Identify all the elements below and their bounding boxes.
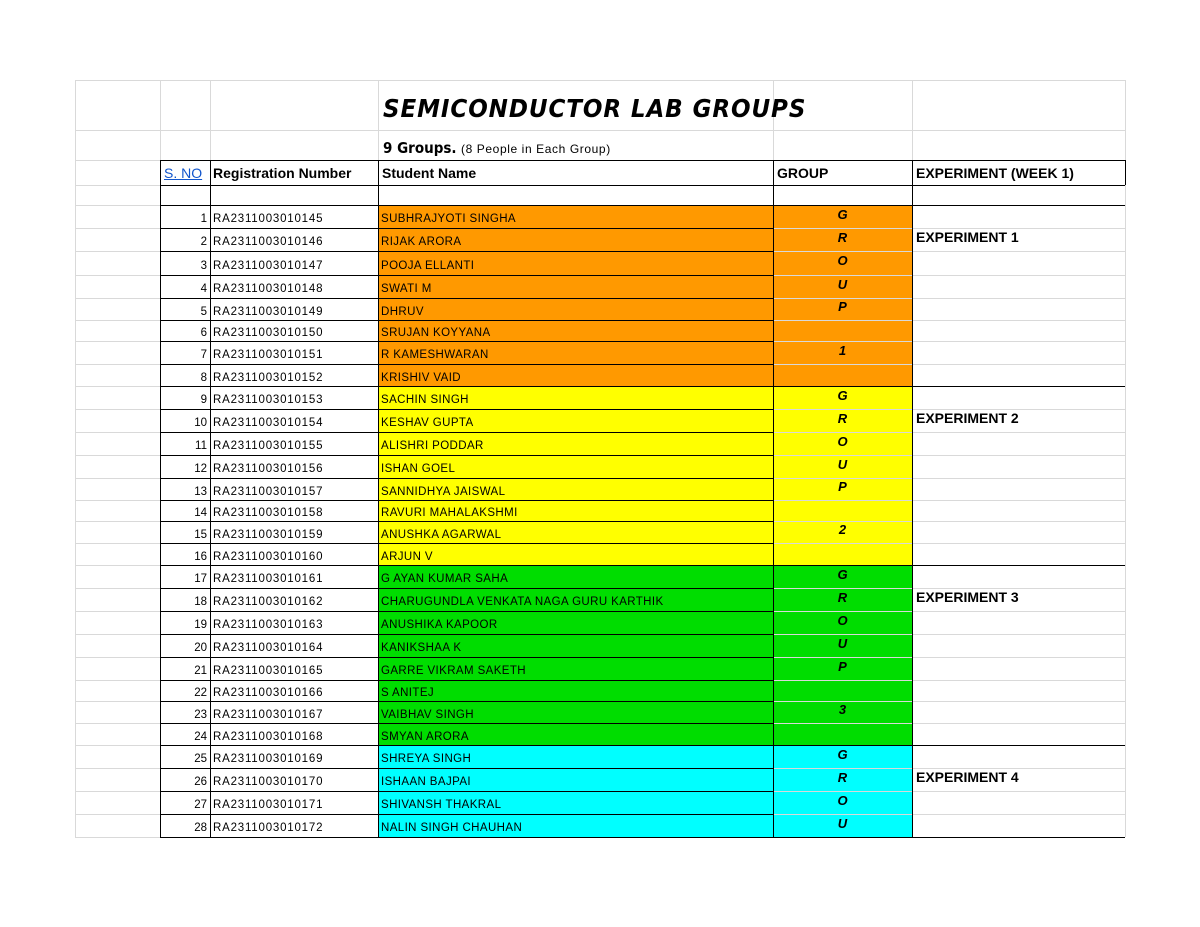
student-name: ANUSHKA AGARWAL: [381, 529, 502, 541]
row-border: [160, 657, 773, 658]
registration-number: RA2311003010155: [213, 440, 324, 452]
student-name: S ANITEJ: [381, 687, 435, 699]
group-letter: 3: [838, 702, 847, 717]
student-name: SRUJAN KOYYANA: [381, 327, 491, 339]
column-border: [912, 160, 913, 837]
registration-number: RA2311003010146: [213, 236, 324, 248]
column-border-right: [1125, 160, 1126, 185]
header-student-name: Student Name: [382, 165, 477, 181]
serial-number: 22: [194, 687, 207, 699]
registration-number: RA2311003010167: [213, 709, 324, 721]
student-name: SWATI M: [381, 283, 432, 295]
registration-number: RA2311003010168: [213, 731, 324, 743]
row-border: [160, 521, 773, 522]
serial-number: 28: [194, 822, 207, 834]
registration-number: RA2311003010150: [213, 327, 324, 339]
serial-number: 23: [194, 709, 207, 721]
group-cell-fill: [773, 321, 912, 341]
student-name: SACHIN SINGH: [381, 394, 469, 406]
row-border: [160, 565, 773, 566]
row-border: [160, 432, 773, 433]
serial-number: 24: [194, 731, 207, 743]
student-name: KANIKSHAA K: [381, 642, 462, 654]
row-border: [160, 364, 773, 365]
student-name: KESHAV GUPTA: [381, 417, 474, 429]
registration-number: RA2311003010159: [213, 529, 324, 541]
header-experiment: EXPERIMENT (WEEK 1): [916, 165, 1074, 181]
student-name: RAVURI MAHALAKSHMI: [381, 507, 518, 519]
group-letter: U: [837, 457, 848, 472]
group-letter: O: [837, 793, 848, 808]
serial-number: 4: [200, 283, 207, 295]
row-border: [160, 701, 773, 702]
student-name: G AYAN KUMAR SAHA: [381, 573, 509, 585]
group-letter: O: [837, 613, 848, 628]
header-border-bottom: [160, 185, 1125, 186]
student-name: RIJAK ARORA: [381, 236, 462, 248]
serial-number: 1: [200, 213, 207, 225]
header-sno-link[interactable]: S. NO: [164, 165, 203, 181]
registration-number: RA2311003010163: [213, 619, 324, 631]
serial-number: 12: [194, 463, 207, 475]
serial-number: 14: [194, 507, 207, 519]
registration-number: RA2311003010151: [213, 349, 324, 361]
serial-number: 2: [200, 236, 207, 248]
serial-number: 6: [200, 327, 207, 339]
group-separator: [773, 745, 1125, 746]
row-border: [160, 723, 773, 724]
group-letter: G: [837, 207, 848, 222]
group-letter: U: [837, 277, 848, 292]
student-name: NALIN SINGH CHAUHAN: [381, 822, 523, 834]
group-separator: [773, 205, 1125, 206]
row-border: [160, 500, 773, 501]
student-name: SUBHRAJYOTI SINGHA: [381, 213, 516, 225]
group-cell-fill: [773, 724, 912, 745]
row-border: [160, 275, 773, 276]
row-border: [160, 298, 773, 299]
row-border: [160, 409, 773, 410]
row-border: [160, 634, 773, 635]
column-border: [160, 160, 161, 837]
student-name: ALISHRI PODDAR: [381, 440, 484, 452]
column-border: [773, 160, 774, 837]
subtitle-group-count: 9 Groups.: [383, 139, 457, 157]
group-letter: G: [837, 747, 848, 762]
group-letter: R: [837, 230, 848, 245]
registration-number: RA2311003010157: [213, 486, 324, 498]
registration-number: RA2311003010154: [213, 417, 324, 429]
serial-number: 13: [194, 486, 207, 498]
student-name: POOJA ELLANTI: [381, 260, 475, 272]
header-group: GROUP: [777, 165, 829, 181]
group-letter: P: [838, 299, 847, 314]
student-name: R KAMESHWARAN: [381, 349, 489, 361]
serial-number: 20: [194, 642, 207, 654]
registration-number: RA2311003010148: [213, 283, 324, 295]
registration-number: RA2311003010169: [213, 753, 324, 765]
subtitle: [383, 136, 611, 160]
subtitle-note: (8 People in Each Group): [460, 142, 611, 156]
student-name: SANNIDHYA JAISWAL: [381, 486, 506, 498]
row-border: [160, 478, 773, 479]
group-cell-fill: [773, 681, 912, 701]
gridline-row: [75, 130, 1125, 131]
group-cell-fill: [773, 544, 912, 565]
gridline-col: [1125, 80, 1126, 837]
gridline-row: [75, 80, 1125, 81]
student-name: CHARUGUNDLA VENKATA NAGA GURU KARTHIK: [381, 596, 664, 608]
registration-number: RA2311003010170: [213, 776, 324, 788]
student-name: ISHAN GOEL: [381, 463, 456, 475]
row-border: [160, 543, 773, 544]
group-separator: [773, 386, 1125, 387]
row-border: [160, 837, 773, 838]
group-letter: P: [838, 479, 847, 494]
serial-number: 11: [195, 440, 207, 452]
experiment-label: EXPERIMENT 3: [916, 589, 1019, 605]
student-name: KRISHIV VAID: [381, 372, 461, 384]
serial-number: 26: [194, 776, 207, 788]
group-letter: R: [837, 770, 848, 785]
column-border: [210, 160, 211, 837]
group-letter: P: [838, 659, 847, 674]
serial-number: 5: [200, 306, 207, 318]
registration-number: RA2311003010164: [213, 642, 324, 654]
row-border: [160, 320, 773, 321]
registration-number: RA2311003010172: [213, 822, 324, 834]
registration-number: RA2311003010152: [213, 372, 324, 384]
student-name: ARJUN V: [381, 551, 434, 563]
row-border: [160, 251, 773, 252]
student-name: SMYAN ARORA: [381, 731, 469, 743]
row-border: [160, 611, 773, 612]
serial-number: 8: [200, 372, 207, 384]
registration-number: RA2311003010156: [213, 463, 324, 475]
student-name: GARRE VIKRAM SAKETH: [381, 665, 526, 677]
registration-number: RA2311003010158: [213, 507, 324, 519]
experiment-label: EXPERIMENT 1: [916, 229, 1019, 245]
group-cell-fill: [773, 501, 912, 521]
group-letter: G: [837, 567, 848, 582]
row-border: [160, 205, 773, 206]
row-border: [160, 791, 773, 792]
group-letter: R: [837, 411, 848, 426]
serial-number: 16: [194, 551, 207, 563]
column-border: [378, 160, 379, 837]
serial-number: 18: [194, 596, 207, 608]
registration-number: RA2311003010166: [213, 687, 324, 699]
group-letter: 1: [838, 343, 847, 358]
serial-number: 25: [194, 753, 207, 765]
row-border: [160, 814, 773, 815]
group-letter: U: [837, 816, 848, 831]
registration-number: RA2311003010149: [213, 306, 324, 318]
group-letter: 2: [838, 522, 847, 537]
registration-number: RA2311003010162: [213, 596, 324, 608]
group-letter: O: [837, 434, 848, 449]
group-letter: U: [837, 636, 848, 651]
row-border: [160, 680, 773, 681]
registration-number: RA2311003010160: [213, 551, 324, 563]
row-border: [160, 386, 773, 387]
group-letter: R: [837, 590, 848, 605]
serial-number: 21: [194, 665, 207, 677]
registration-number: RA2311003010153: [213, 394, 324, 406]
serial-number: 9: [200, 394, 207, 406]
row-border: [160, 588, 773, 589]
group-separator: [773, 565, 1125, 566]
row-border: [160, 455, 773, 456]
serial-number: 17: [194, 573, 207, 585]
row-border: [160, 768, 773, 769]
serial-number: 27: [194, 799, 207, 811]
serial-number: 15: [194, 529, 207, 541]
student-name: ISHAAN BAJPAI: [381, 776, 471, 788]
registration-number: RA2311003010161: [213, 573, 324, 585]
student-name: SHREYA SINGH: [381, 753, 472, 765]
group-letter: G: [837, 388, 848, 403]
sheet-title: SEMICONDUCTOR LAB GROUPS: [383, 94, 807, 123]
student-name: VAIBHAV SINGH: [381, 709, 474, 721]
serial-number: 19: [194, 619, 207, 631]
registration-number: RA2311003010165: [213, 665, 324, 677]
serial-number: 7: [200, 349, 207, 361]
header-border-top: [160, 160, 1125, 161]
registration-number: RA2311003010171: [213, 799, 324, 811]
experiment-label: EXPERIMENT 2: [916, 410, 1019, 426]
group-letter: O: [837, 253, 848, 268]
header-registration-number: Registration Number: [213, 165, 352, 181]
experiment-label: EXPERIMENT 4: [916, 769, 1019, 785]
gridline-col: [75, 80, 76, 837]
student-name: SHIVANSH THAKRAL: [381, 799, 502, 811]
row-border: [160, 228, 773, 229]
group-cell-fill: [773, 365, 912, 386]
student-name: ANUSHIKA KAPOOR: [381, 619, 498, 631]
row-border: [160, 341, 773, 342]
registration-number: RA2311003010145: [213, 213, 324, 225]
serial-number: 3: [200, 260, 207, 272]
student-name: DHRUV: [381, 306, 424, 318]
serial-number: 10: [194, 417, 207, 429]
registration-number: RA2311003010147: [213, 260, 324, 272]
row-border: [160, 745, 773, 746]
